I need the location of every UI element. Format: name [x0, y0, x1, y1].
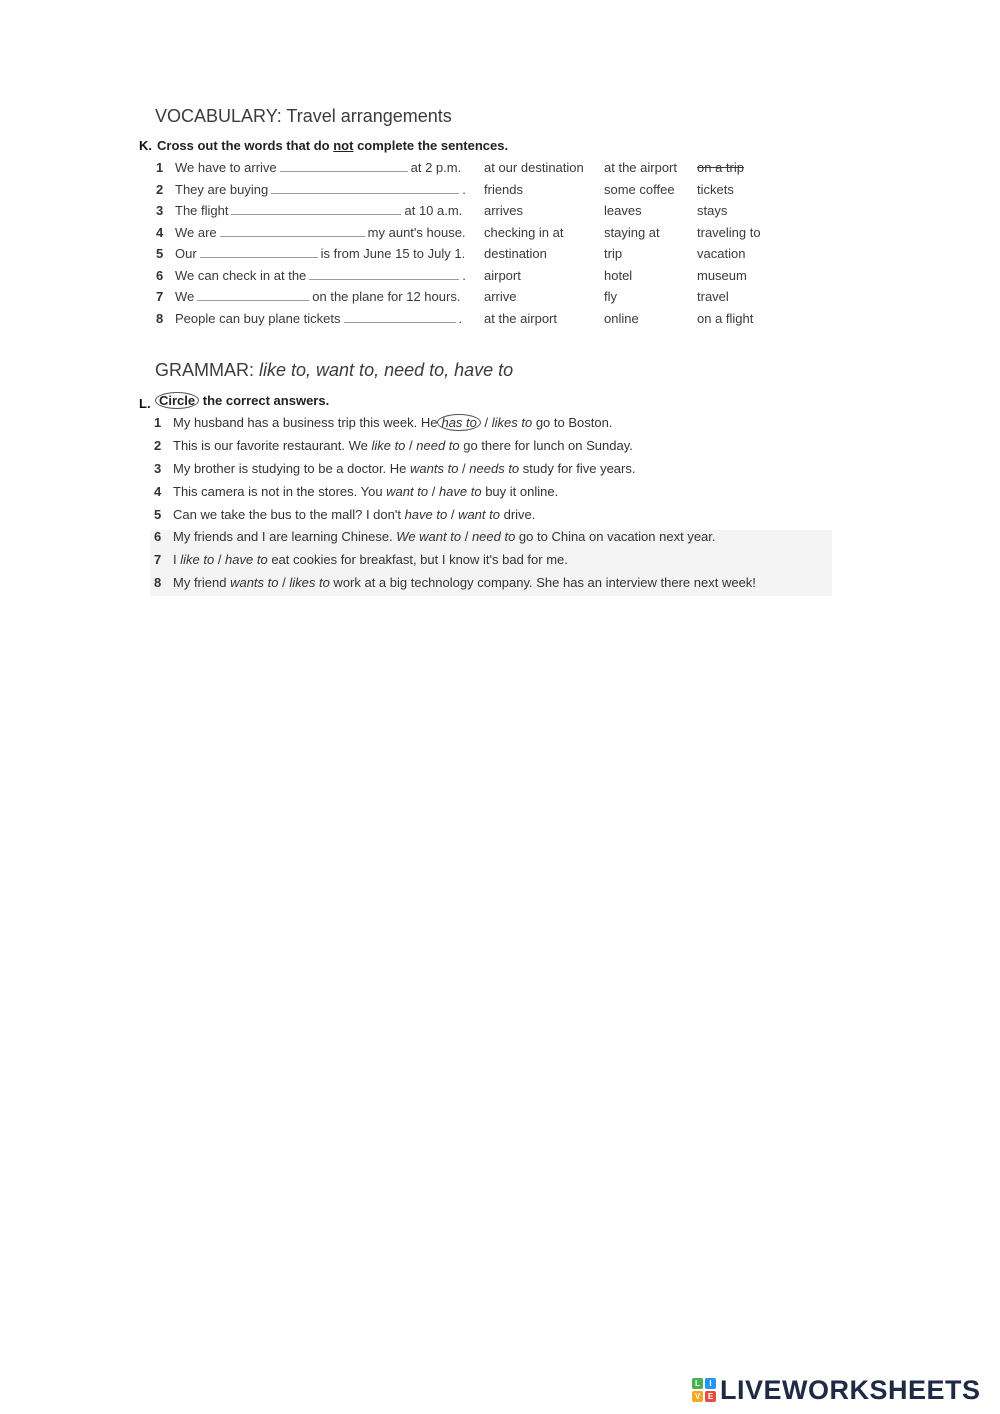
- brand-name: LIVEWORKSHEETS: [720, 1374, 981, 1405]
- sentence-after-blank: .: [458, 311, 463, 326]
- answer-blank[interactable]: [344, 311, 456, 323]
- sentence-text: go to China on vacation next year.: [515, 529, 716, 544]
- sentence-stem: [175, 268, 470, 283]
- grammar-title: GRAMMAR: like to, want to, need to, have to: [155, 360, 514, 380]
- sentence-before-blank: We can check in at the: [175, 268, 307, 283]
- word-option[interactable]: vacation: [697, 246, 746, 261]
- word-option[interactable]: arrives: [484, 203, 524, 218]
- sentence-text: My friends and I are learning Chinese.: [173, 529, 397, 544]
- logo-squares-icon: [692, 1378, 716, 1402]
- answer-blank[interactable]: [197, 289, 309, 301]
- vocabulary-title: VOCABULARY: Travel arrangements: [155, 106, 452, 126]
- sentence-text: go there for lunch on Sunday.: [459, 438, 633, 453]
- sentence-text: study for five years.: [519, 461, 636, 476]
- sentence-text: buy it online.: [481, 484, 559, 499]
- sentence-text: eat cookies for breakfast, but I know it's bad for me.: [267, 552, 568, 567]
- section-letter-k: K.: [139, 138, 152, 153]
- word-option[interactable]: on a flight: [697, 311, 754, 326]
- logo-square: V: [692, 1391, 703, 1402]
- sentence-text: My brother is studying to be a doctor. He: [173, 461, 411, 476]
- item-number: 5: [154, 507, 162, 522]
- answer-blank[interactable]: [200, 246, 318, 258]
- word-option[interactable]: destination: [484, 246, 547, 261]
- sentence-after-blank: at 10 a.m.: [404, 203, 463, 218]
- sentence: [173, 415, 612, 430]
- sentence-before-blank: We are: [175, 225, 217, 240]
- answer-blank[interactable]: [271, 182, 459, 194]
- sentence-text: I: [173, 552, 181, 567]
- word-option[interactable]: fly: [604, 289, 617, 304]
- word-option[interactable]: at the airport: [484, 311, 557, 326]
- word-option[interactable]: at our destination: [484, 160, 584, 175]
- logo-square: E: [705, 1391, 716, 1402]
- item-number: 3: [154, 461, 162, 476]
- answer-choice[interactable]: likes to: [491, 415, 533, 430]
- sentence-text: /: [480, 415, 492, 430]
- sentence-stem: [175, 311, 470, 326]
- item-number: 4: [154, 484, 162, 499]
- word-option[interactable]: travel: [697, 289, 729, 304]
- answer-choice[interactable]: need to: [471, 529, 516, 544]
- sentence-text: /: [405, 438, 417, 453]
- sentence: [173, 507, 535, 522]
- item-number: 7: [154, 552, 162, 567]
- sentence: [173, 552, 568, 567]
- word-option[interactable]: checking in at: [484, 225, 564, 240]
- sentence-stem: [175, 289, 470, 304]
- word-option[interactable]: arrive: [484, 289, 517, 304]
- sentence-text: /: [214, 552, 226, 567]
- sentence-text: /: [447, 507, 459, 522]
- sentence-text: This camera is not in the stores. You: [173, 484, 387, 499]
- sentence-before-blank: Our: [175, 246, 197, 261]
- answer-choice[interactable]: like to: [180, 552, 215, 567]
- word-option[interactable]: tickets: [697, 182, 734, 197]
- sentence-stem: [175, 225, 470, 240]
- sentence-before-blank: We: [175, 289, 195, 304]
- word-option[interactable]: traveling to: [697, 225, 761, 240]
- word-option[interactable]: at the airport: [604, 160, 677, 175]
- sentence-stem: [175, 246, 470, 261]
- answer-blank[interactable]: [231, 203, 401, 215]
- answer-choice[interactable]: have to: [404, 507, 448, 522]
- answer-choice[interactable]: have to: [438, 484, 482, 499]
- word-option[interactable]: friends: [484, 182, 524, 197]
- sentence-stem: [175, 182, 470, 197]
- liveworksheets-logo: [692, 1376, 981, 1404]
- sentence: [173, 484, 558, 499]
- sentence-before-blank: They are buying: [175, 182, 269, 197]
- item-number: 6: [156, 268, 164, 283]
- word-option[interactable]: on a trip: [697, 160, 744, 175]
- word-option[interactable]: museum: [697, 268, 747, 283]
- sentence-stem: [175, 160, 470, 175]
- grammar-instruction: Circle the correct answers.: [155, 393, 329, 408]
- word-option[interactable]: online: [604, 311, 639, 326]
- word-option[interactable]: trip: [604, 246, 623, 261]
- word-option[interactable]: hotel: [604, 268, 633, 283]
- sentence-before-blank: The flight: [175, 203, 229, 218]
- item-number: 1: [154, 415, 162, 430]
- item-number: 4: [156, 225, 164, 240]
- answer-choice[interactable]: likes to: [289, 575, 330, 590]
- item-number: 8: [156, 311, 164, 326]
- logo-square: L: [692, 1378, 703, 1389]
- word-option[interactable]: staying at: [604, 225, 660, 240]
- answer-blank[interactable]: [309, 268, 459, 280]
- sentence: [173, 575, 756, 590]
- answer-choice[interactable]: We want to: [396, 529, 462, 544]
- sentence-before-blank: We have to arrive: [175, 160, 277, 175]
- item-number: 5: [156, 246, 164, 261]
- sentence-text: work at a big technology company. She has an interview there next week!: [329, 575, 756, 590]
- sentence-text: /: [458, 461, 470, 476]
- sentence-after-blank: at 2 p.m.: [410, 160, 462, 175]
- answer-choice[interactable]: like to: [371, 438, 406, 453]
- item-number: 6: [154, 529, 162, 544]
- item-number: 3: [156, 203, 164, 218]
- item-number: 8: [154, 575, 162, 590]
- sentence-after-blank: is from June 15 to July 1.: [320, 246, 466, 261]
- sentence: [173, 529, 716, 544]
- answer-choice[interactable]: want to: [458, 507, 500, 522]
- answer-choice[interactable]: have to: [225, 552, 268, 567]
- sentence-before-blank: People can buy plane tickets: [175, 311, 341, 326]
- sentence-stem: [175, 203, 470, 218]
- sentence-text: This is our favorite restaurant. We: [173, 438, 372, 453]
- sentence: [173, 438, 633, 453]
- sentence-text: /: [461, 529, 472, 544]
- answer-choice[interactable]: has to: [437, 414, 480, 431]
- answer-choice[interactable]: want to: [386, 484, 429, 499]
- word-option[interactable]: leaves: [604, 203, 642, 218]
- item-number: 2: [156, 182, 164, 197]
- answer-choice[interactable]: need to: [416, 438, 460, 453]
- answer-choice[interactable]: needs to: [469, 461, 520, 476]
- answer-choice[interactable]: wants to: [410, 461, 459, 476]
- answer-choice[interactable]: wants to: [230, 575, 279, 590]
- sentence-text: /: [278, 575, 290, 590]
- vocabulary-instruction: Cross out the words that do not complete the sentences.: [157, 138, 509, 153]
- section-letter-l: L.: [139, 396, 151, 411]
- sentence-text: /: [428, 484, 439, 499]
- sentence-after-blank: .: [462, 182, 466, 197]
- word-option[interactable]: some coffee: [604, 182, 675, 197]
- item-number: 7: [156, 289, 164, 304]
- word-option[interactable]: airport: [484, 268, 521, 283]
- sentence-text: go to Boston.: [532, 415, 613, 430]
- word-option[interactable]: stays: [697, 203, 728, 218]
- item-number: 1: [156, 160, 164, 175]
- sentence-after-blank: my aunt's house.: [367, 225, 466, 240]
- sentence-text: My friend: [173, 575, 231, 590]
- logo-square: I: [705, 1378, 716, 1389]
- item-number: 2: [154, 438, 162, 453]
- sentence-text: Can we take the bus to the mall? I don't: [173, 507, 405, 522]
- answer-blank[interactable]: [280, 160, 408, 172]
- sentence-text: My husband has a business trip this week. He: [173, 415, 438, 430]
- sentence: [173, 461, 635, 476]
- sentence-after-blank: on the plane for 12 hours.: [312, 289, 461, 304]
- sentence-after-blank: .: [462, 268, 466, 283]
- sentence-text: drive.: [499, 507, 536, 522]
- answer-blank[interactable]: [220, 225, 365, 237]
